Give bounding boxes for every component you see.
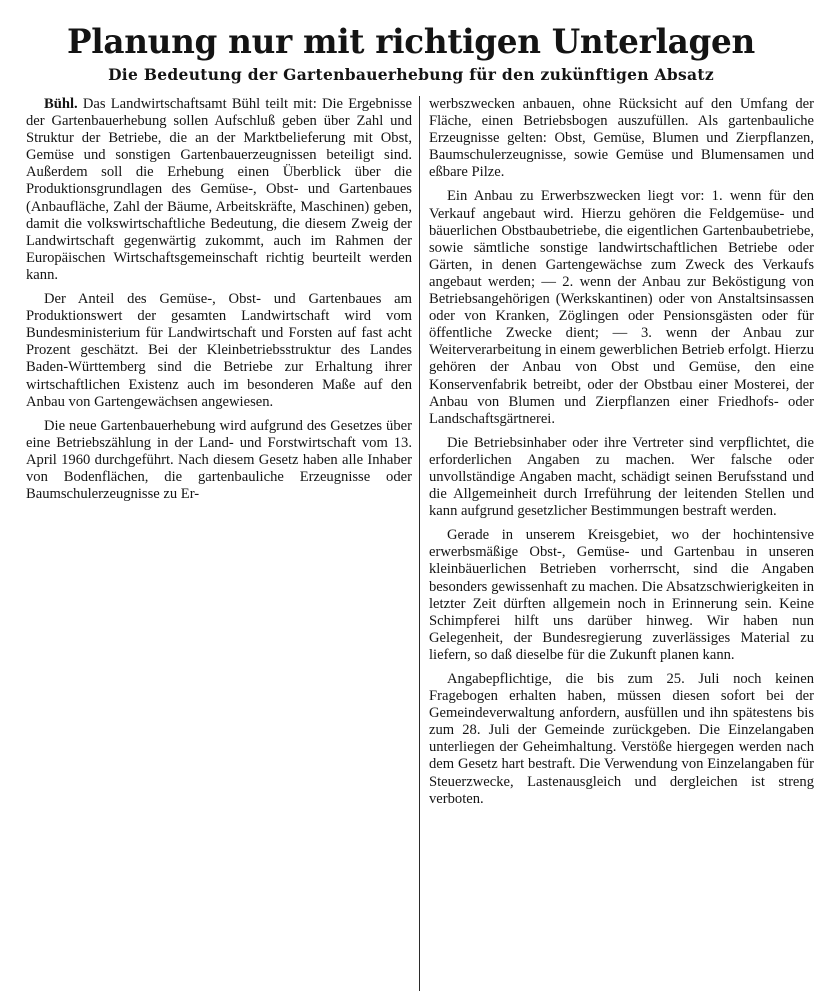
dateline: Bühl. [44,96,78,112]
headline: Planung nur mit richtigen Unterlagen [67,22,755,62]
paragraph-4: Ein Anbau zu Erwerbszwecken liegt vor: 1. wenn für den Verkauf angebaut wird. Hierzu gehören die Feldgemüse- und bäuerlichen Obstbaubetriebe, die eigentlichen Gartenbaubetriebe, sowie sämtliche sonstige landwirtschaftlichen Betriebe oder Gärten, in denen Gartengewächse zum Zweck des Verkaufs angebaut werden; — 2. wenn der Anbau zur Beköstigung von Betriebsangehörigen (Werkskantinen) oder von Anstaltsinsassen oder von Kranken, Zöglingen oder Pensionsgästen oder für öffentliche Zwecke dient; — 3. wenn der Anbau zur Weiterverarbeitung in einem gewerblichen Betrieb erfolgt. Hierzu gehören der Anbau von Obst und Gemüse, den eine Konservenfabrik betreibt, oder der Obstbau einer Mosterei, der Anbau von Blumen und Zierpflanzen einer Friedhofs- oder Landschaftsgärtnerei. [429,188,814,427]
column-right [429,96,814,815]
paragraph-1-text: Das Landwirtschaftsamt Bühl teilt mit: Die Ergebnisse der Gartenbauerhebung sollen Aufschluß geben über Zahl und Struktur der Betriebe, die an der Marktbelieferung mit Obst, Gemüse und sonstigen Gartenbauerzeugnissen beteiligt sind. Außerdem soll die Erhebung einen Überblick über die Produktionsgrundlagen des Gemüse-, Obst- und Gartenbaues (Anbaufläche, Zahl der Bäume, Arbeitskräfte, Maschinen) geben, damit die volkswirtschaftliche Bedeutung, die diesem Zweig der Landwirtschaft gegenwärtig zukommt, auch im Rahmen der Europäischen Wirtschaftsgemeinschaft richtig beurteilt werden kann. [26,96,412,283]
paragraph-5: Die Betriebsinhaber oder ihre Vertreter sind verpflichtet, die erforderlichen Angaben zu machen. Wer falsche oder unvollständige Angaben macht, schädigt seinen Berufsstand und die Allgemeinheit durch Irreführung der leitenden Stellen und kann aufgrund gesetzlicher Bestimmungen bestraft werden. [429,434,814,520]
paragraph-2: Der Anteil des Gemüse-, Obst- und Gartenbaues am Produktionswert der gesamten Landwirtschaft wird vom Bundesministerium für Landwirtschaft und Forsten auf fast acht Prozent geschätzt. Bei der Kleinbetriebsstruktur des Landes Baden-Württemberg sind die Betriebe zur Erhaltung ihrer wirtschaftlichen Existenz auch im besonderen Maße auf den Anbau von Gartengewächsen angewiesen. [26,291,412,410]
column-left [26,96,412,510]
column-divider [419,96,420,991]
paragraph-1 [26,96,412,284]
subheadline: Die Bedeutung der Gartenbauerhebung für den zukünftigen Absatz [108,65,714,84]
paragraph-3-continued: werbszwecken anbauen, ohne Rücksicht auf den Umfang der Fläche, einen Betriebsbogen auszufüllen. Als gartenbauliche Erzeugnisse gelten: Obst, Gemüse, Blumen und Zierpflanzen, Baumschulerzeugnisse, sowie Gemüse und Blumensamen und eßbare Pilze. [429,96,814,181]
paragraph-3: Die neue Gartenbauerhebung wird aufgrund des Gesetzes über eine Betriebszählung in der Land- und Forstwirtschaft vom 13. April 1960 durchgeführt. Nach diesem Gesetz haben alle Inhaber von Bodenflächen, die gartenbauliche Erzeugnisse oder Baumschulerzeugnisse zu Er- [26,417,412,503]
paragraph-6: Gerade in unserem Kreisgebiet, wo der hochintensive erwerbsmäßige Obst-, Gemüse- und Gartenbau in unseren kleinbäuerlichen Betrieben vorherrscht, sind die Angaben besonders gewissenhaft zu machen. Die Absatzschwierigkeiten in letzter Zeit dürften allgemein noch in Erinnerung sein. Keine Schimpferei hilft uns darüber hinweg. Wir haben nun Gelegenheit, der Bundesregierung zuverlässiges Material zu liefern, so daß dieselbe für die Zukunft planen kann. [429,527,814,663]
paragraph-7: Angabepflichtige, die bis zum 25. Juli noch keinen Fragebogen erhalten haben, müssen diesen sofort bei der Gemeindeverwaltung anfordern, ausfüllen und ihn spätestens bis zum 28. Juli der Gemeinde zurückgeben. Die Einzelangaben unterliegen der Geheimhaltung. Verstöße hiergegen werden nach dem Gesetz hart bestraft. Die Verwendung von Einzelangaben für Steuerzwecke, Lastenausgleich und dergleichen ist streng verboten. [429,671,814,807]
